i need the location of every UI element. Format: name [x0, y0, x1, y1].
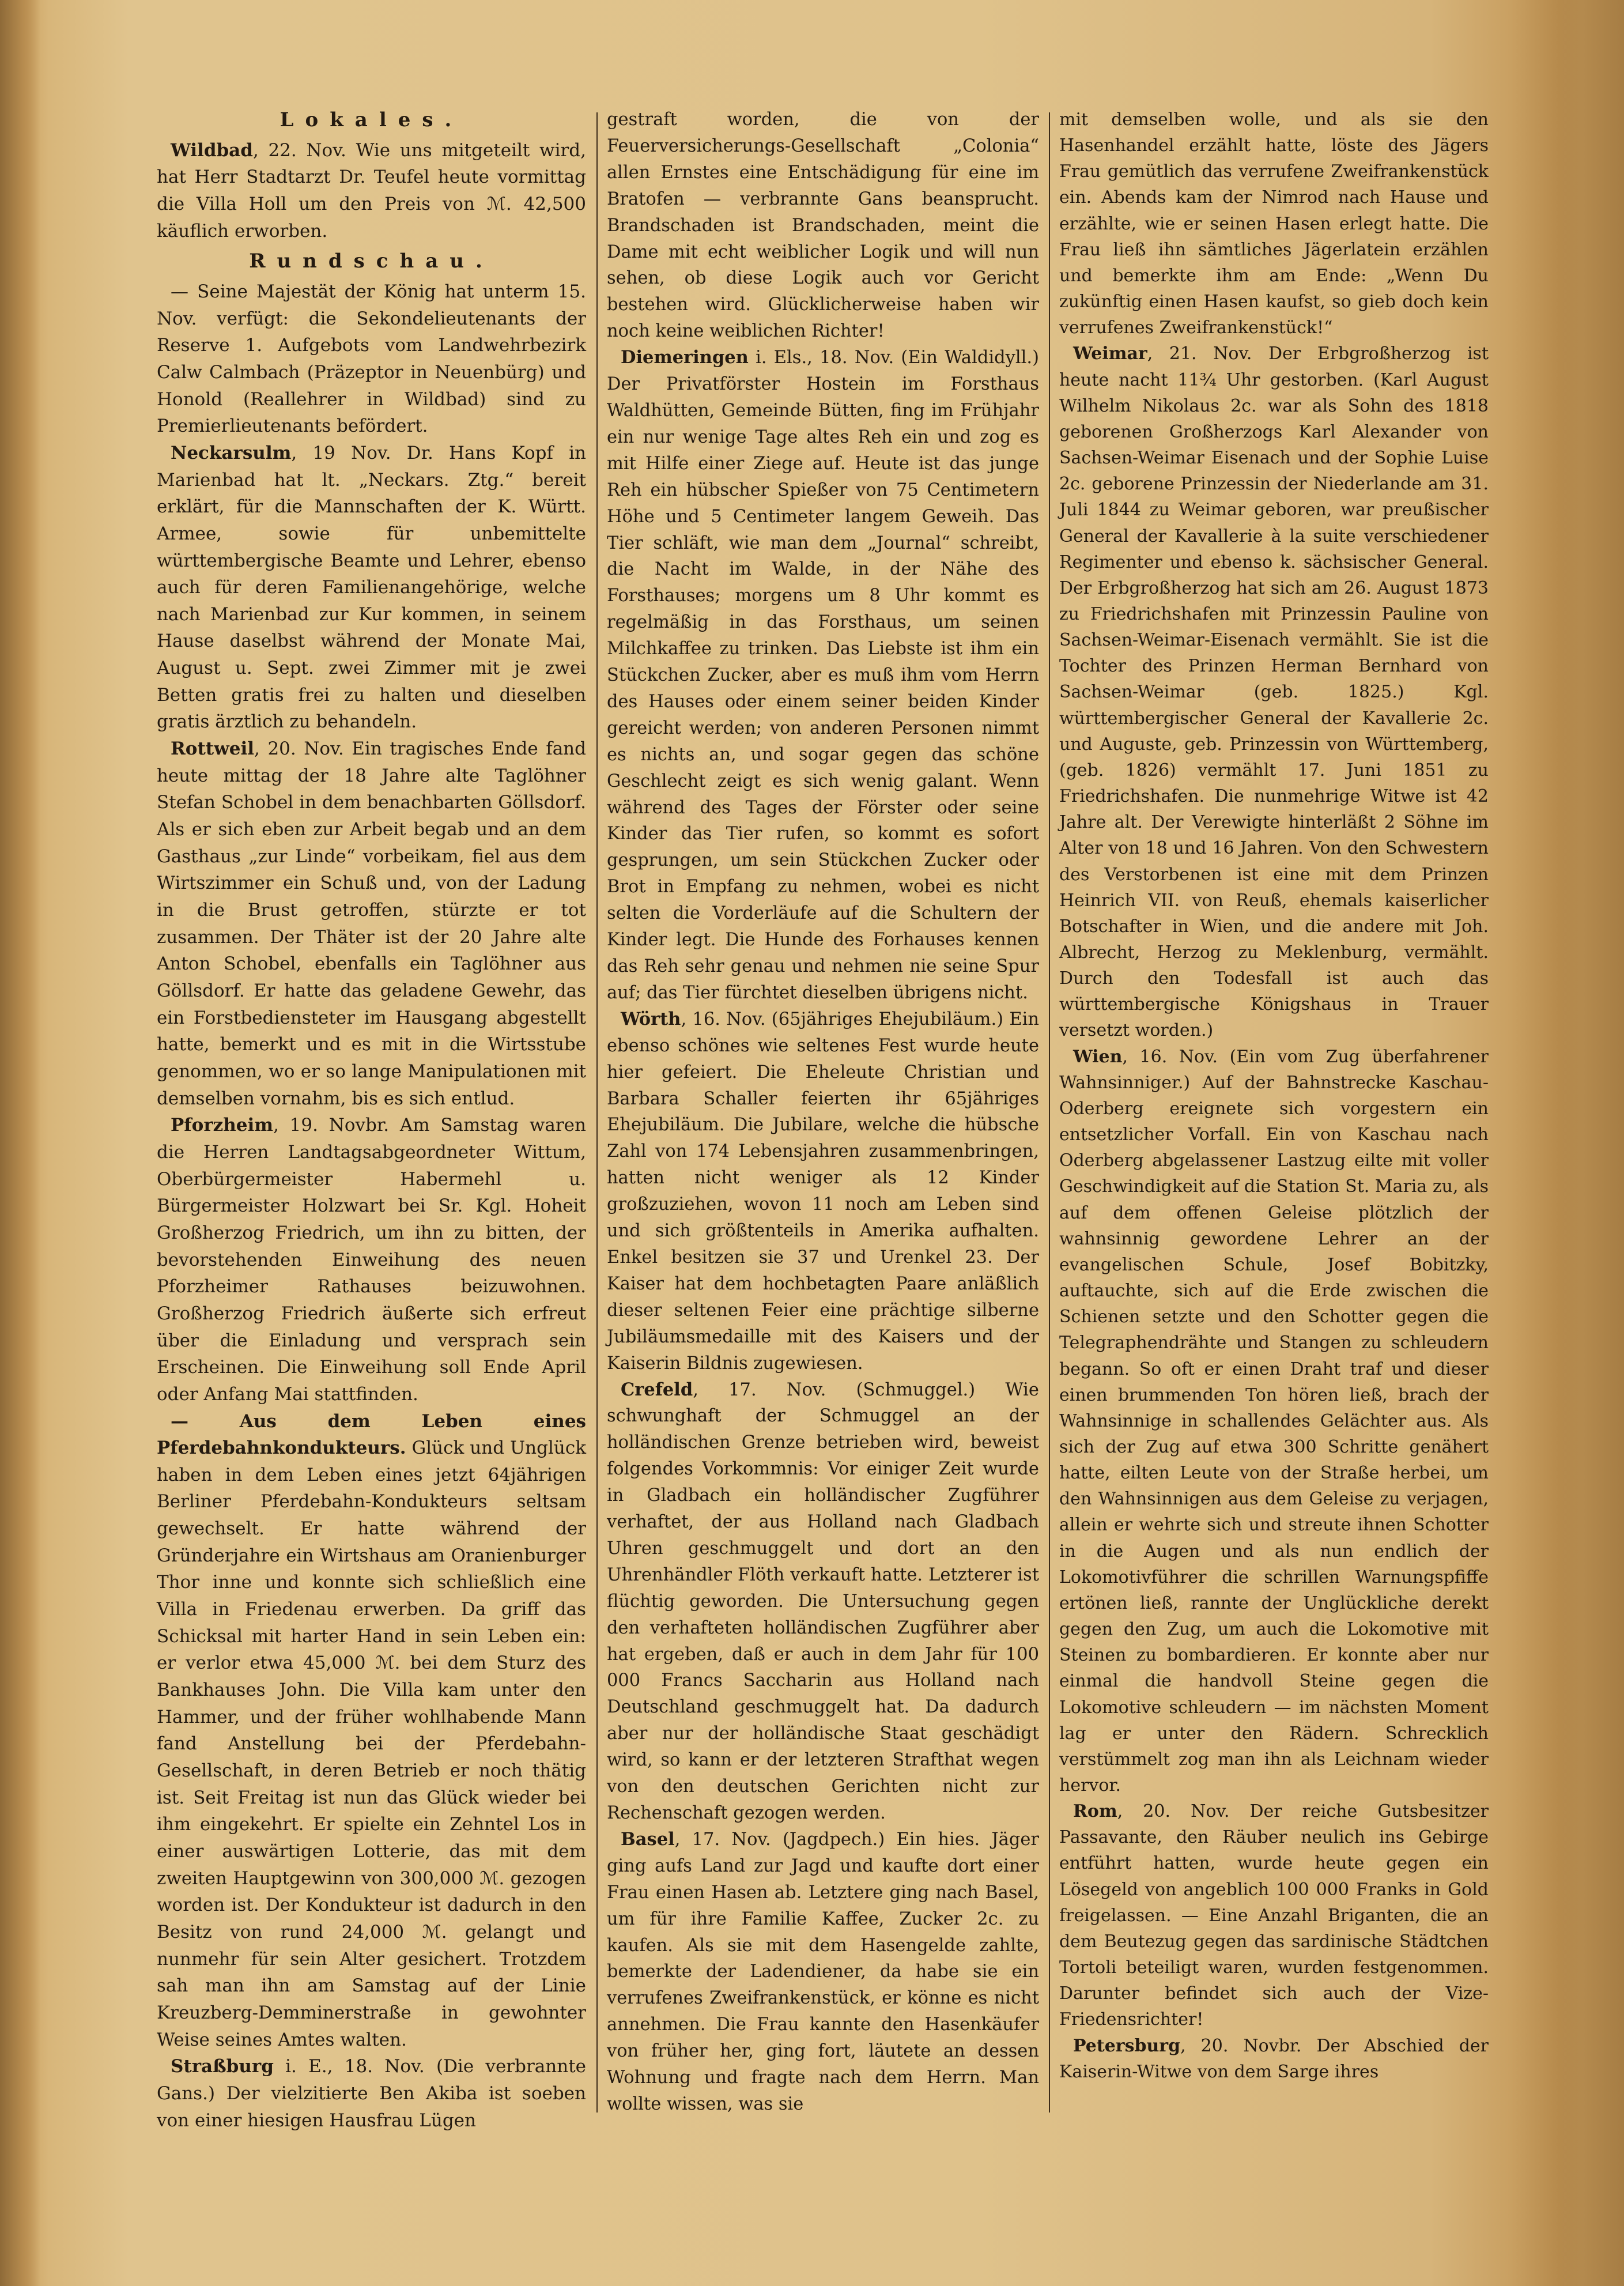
article-dateline: Straßburg: [171, 2056, 274, 2077]
article-body: , 16. Nov. (Ein vom Zug überfahrener Wahnsinniger.) Auf der Bahnstrecke Kaschau-Oderberg ereignete sich vorgestern ein entsetzlicher Vorfall. Ein von Kaschau nach Oderberg abgelassener Lastzug eilte mit voller Geschwindigkeit auf die Station St. Maria zu, als auf dem offenen Geleise plötzlich der wahnsinnig gewordene Lehrer an der evangelischen Schule, Josef Bobitzky, auftauchte, sich auf die Erde zwischen die Schienen setzte und den Schotter gegen die Telegraphendrähte und Stangen zu schleudern begann. So oft er einen Draht traf und dieser einen brummenden Ton hören ließ, brach der Wahnsinnige in schallendes Gelächter aus. Als sich der Zug auf etwa 300 Schritte genähert hatte, eilten Leute von der Straße herbei, um den Wahnsinnigen aus dem Geleise zu verjagen, allein er wehrte sich und streute ihnen Schotter in die Augen und als nun endlich der Lokomotivführer die schrillen Warnungspfiffe ertönen ließ, rannte der Unglückliche derekt gegen den Zug, um auch die Lokomotive mit Steinen zu bombardieren. Er konnte aber nur einmal die handvoll Steine gegen die Lokomotive schleudern — im nächsten Moment lag er unter den Rädern. Schrecklich verstümmelt zog man ihn als Leichnam wieder hervor.: [1059, 1046, 1489, 1795]
article-dateline: Wildbad: [171, 139, 253, 161]
column-2: [607, 107, 1039, 2118]
article-wildbad: [157, 137, 586, 245]
article-body: , 17. Nov. (Jagdpech.) Ein hies. Jäger ging aufs Land zur Jagd und kaufte dort einer Frau einen Hasen ab. Letztere ging nach Basel, um für ihre Familie Kaffee, Zucker 2c. zu kaufen. Als sie mit dem Hasengelde zahlte, bemerkte der Ladendiener, da habe sie ein verrufenes Zweifrankenstück, er könne es nicht annehmen. Die Frau kannte den Hasenkäufer von früher her, ging fort, läutete an dessen Wohnung und fragte nach dem Herrn. Man wollte wissen, was sie: [607, 1829, 1039, 2114]
column-1: [157, 107, 586, 2134]
article-rottweil: [157, 735, 586, 1112]
article-basel-continued: [1059, 107, 1489, 341]
article-woerth: [607, 1006, 1039, 1377]
article-body: , 16. Nov. (65jähriges Ehejubiläum.) Ein ebenso schönes wie seltenes Fest wurde heute hier gefeiert. Die Eheleute Christian und Barbara Schaller feierten ihr 65jähriges Ehejubiläum. Die Jubilare, welche die hübsche Zahl von 174 Lebensjahren zusammenbringen, hatten nicht weniger als 12 Kinder großzuziehen, wovon 11 noch am Leben sind und sich größtenteils in Amerika aufhalten. Enkel besitzen sie 37 und Urenkel 23. Der Kaiser hat dem hochbetagten Paare anläßlich dieser seltenen Feier eine prächtige silberne Jubiläumsmedaille mit des Kaisers und der Kaiserin Bildnis zugewiesen.: [607, 1009, 1039, 1374]
article-body: , 19 Nov. Dr. Hans Kopf in Marienbad hat lt. „Neckars. Ztg.“ bereit erklärt, für die Mannschaften der K. Württ. Armee, sowie für unbemittelte württembergische Beamte und Lehrer, ebenso auch für deren Familienangehörige, welche nach Marienbad zur Kur kommen, in seinem Hause daselbst während der Monate Mai, August u. Sept. zwei Zimmer mit je zwei Betten gratis frei zu halten und dieselben gratis ärztlich zu behandeln.: [157, 442, 586, 733]
article-body: i. Els., 18. Nov. (Ein Waldidyll.) Der Privatförster Hostein im Forsthaus Waldhütten, Gemeinde Bütten, fing im Frühjahr ein nur wenige Tage altes Reh ein und zog es mit Hilfe einer Ziege auf. Heute ist das junge Reh ein hübscher Spießer von 75 Centimetern Höhe und 5 Centimeter langem Geweih. Das Tier schläft, wie man dem „Journal“ schreibt, die Nacht im Walde, in der Nähe des Forsthauses; morgens um 8 Uhr kommt es regelmäßig in das Forsthaus, um seinen Milchkaffee zu trinken. Das Liebste ist ihm ein Stückchen Zucker, aber es muß ihm vom Herrn des Hauses oder einem seiner beiden Kinder gereicht werden; von anderen Personen nimmt es nichts an, und sogar gegen das schöne Geschlecht zeigt es sich wenig galant. Wenn während des Tages der Förster oder seine Kinder das Tier rufen, so kommt es sofort gesprungen, um sein Stückchen Zucker oder Brot in Empfang zu nehmen, wobei es nicht selten die Vorderläufe auf die Schultern der Kinder legt. Die Hunde des Forhauses kennen das Reh sehr genau und nehmen nie seine Spur auf; das Tier fürchtet dieselben übrigens nicht.: [607, 348, 1039, 1003]
article-body: , 20. Nov. Ein tragisches Ende fand heute mittag der 18 Jahre alte Taglöhner Stefan Schobel in dem benachbarten Göllsdorf. Als er sich eben zur Arbeit begab und an dem Gasthaus „zur Linde“ vorbeikam, fiel aus dem Wirtszimmer ein Schuß und, von der Ladung in die Brust getroffen, stürzte er tot zusammen. Der Thäter ist der 20 Jahre alte Anton Schobel, ebenfalls ein Taglöhner aus Göllsdorf. Er hatte das geladene Gewehr, das ein Forstbediensteter im Hausgang abgestellt hatte, bemerkt und es mit in die Wirtsstube genommen, wo er so lange Manipulationen mit demselben vornahm, bis es sich entlud.: [157, 738, 586, 1109]
article-dateline: — Aus dem Leben eines Pferdebahnkondukteurs.: [157, 1410, 586, 1459]
article-strassburg: [157, 2053, 586, 2134]
article-pferdebahn: [157, 1408, 586, 2054]
article-dateline: Wien: [1073, 1046, 1123, 1067]
article-neckarsulm: [157, 440, 586, 735]
article-dateline: Neckarsulm: [171, 442, 292, 463]
article-basel: [607, 1827, 1039, 2118]
article-body: , 19. Novbr. Am Samstag waren die Herren Landtagsabgeordneter Wittum, Oberbürgermeister Habermehl u. Bürgermeister Holzwart bei Sr. Kgl. Hoheit Großherzog Friedrich, um ihn zu bitten, der bevorstehenden Einweihung des neuen Pforzheimer Rathauses beizuwohnen. Großherzog Friedrich äußerte sich erfreut über die Einladung und versprach sein Erscheinen. Die Einweihung soll Ende April oder Anfang Mai stattfinden.: [157, 1115, 586, 1405]
column-3: [1059, 107, 1489, 2085]
article-strassburg-continued: [607, 107, 1039, 345]
article-dateline: Diemeringen: [621, 347, 749, 368]
section-heading-rundschau: Rundschau.: [249, 250, 494, 273]
article-dateline: Pforzheim: [171, 1115, 274, 1136]
article-body: , 17. Nov. (Schmuggel.) Wie schwunghaft der Schmuggel an der holländischen Grenze betrieben wird, beweist folgendes Vorkommnis: Vor einiger Zeit wurde in Gladbach ein holländischer Zugführer verhaftet, der aus Holland nach Gladbach Uhren geschmuggelt und dort an den Uhrenhändler Flöth verkauft hatte. Letzterer ist flüchtig geworden. Die Untersuchung gegen den verhafteten holländischen Zugführer aber hat ergeben, daß er auch in dem Jahr für 100 000 Francs Saccharin aus Holland nach Deutschland geschmuggelt hat. Da dadurch aber nur der holländische Staat geschädigt wird, so kann er der letzteren Strafthat wegen von den deutschen Gerichten nicht zur Rechenschaft gezogen werden.: [607, 1379, 1039, 1823]
article-body: , 21. Nov. Der Erbgroßherzog ist heute nacht 11¾ Uhr gestorben. (Karl August Wilhelm Nikolaus 2c. war als Sohn des 1818 geborenen Großherzogs Karl Alexander von Sachsen-Weimar Eisenach und der Sophie Luise 2c. geborene Prinzessin der Niederlande am 31. Juli 1844 zu Weimar geboren, war preußischer General der Kavallerie à la suite verschiedener Regimenter und ebenso k. sächsischer General. Der Erbgroßherzog hat sich am 26. August 1873 zu Friedrichshafen mit Prinzessin Pauline von Sachsen-Weimar-Eisenach vermählt. Sie ist die Tochter des Prinzen Herman Bernhard von Sachsen-Weimar (geb. 1825.) Kgl. württembergischer General der Kavallerie 2c. und Auguste, geb. Prinzessin von Württemberg, (geb. 1826) vermählt 17. Juni 1851 zu Friedrichshafen. Die nunmehrige Witwe ist 42 Jahre alt. Der Verewigte hinterläßt 2 Söhne im Alter von 18 und 16 Jahren. Von den Schwestern des Verstorbenen ist eine mit dem Prinzen Heinrich VII. von Reuß, ehemals kaiserlicher Botschafter in Wien, und die andere mit Joh. Albrecht, Herzog zu Meklenburg, vermählt. Durch den Todesfall ist auch das württembergische Königshaus in Trauer versetzt worden.): [1059, 344, 1489, 1041]
article-dateline: Basel: [621, 1828, 675, 1850]
article-weimar: [1059, 341, 1489, 1043]
article-dateline: Rottweil: [171, 738, 255, 760]
article-dateline: Petersburg: [1073, 2035, 1181, 2056]
section-heading-lokales: Lokales.: [280, 108, 463, 131]
article-body: — Seine Majestät der König hat unterm 15. Nov. verfügt: die Sekondelieutenants der Reserve 1. Aufgebots vom Landwehrbezirk Calw Calmbach (Präzeptor in Neuenbürg) und Honold (Reallehrer in Wildbad) sind zu Premierlieutenants befördert.: [157, 281, 586, 437]
article-dateline: Crefeld: [621, 1379, 693, 1400]
page-edge-shadow: [1555, 0, 1624, 2286]
article-body: mit demselben wolle, und als sie den Hasenhandel erzählt hatte, löste des Jägers Frau gemütlich das verrufene Zweifrankenstück ein. Abends kam der Nimrod nach Hause und erzählte, wie er seinen Hasen erlegt hatte. Die Frau ließ ihn sämtliches Jägerlatein erzählen und bemerkte ihm am Ende: „Wenn Du zukünftig einen Hasen kaufst, so gieb doch kein verrufenes Zweifrankenstück!“: [1059, 110, 1489, 338]
article-dateline: Weimar: [1073, 344, 1147, 364]
article-petersburg: [1059, 2033, 1489, 2085]
article-rom: [1059, 1798, 1489, 2032]
article-body: gestraft worden, die von der Feuerversicherungs-Gesellschaft „Colonia“ allen Ernstes eine Entschädigung für eine im Bratofen — verbrannte Gans beansprucht. Brandschaden ist Brandschaden, meint die Dame mit echt weiblicher Logik und will nun sehen, ob diese Logik auch vor Gericht bestehen wird. Glücklicherweise haben wir noch keine weiblichen Richter!: [607, 110, 1039, 342]
article-body: , 20. Nov. Der reiche Gutsbesitzer Passavante, den Räuber neulich ins Gebirge entführt hatten, wurde heute gegen ein Lösegeld von angeblich 100 000 Franks in Gold freigelassen. — Eine Anzahl Briganten, die an dem Beutezug gegen das sardinische Städtchen Tortoli beteiligt waren, wurden festgenommen. Darunter befindet sich auch der Vize-Friedensrichter!: [1059, 1801, 1489, 2030]
article-diemeringen: [607, 345, 1039, 1006]
article-body: i. E., 18. Nov. (Die verbrannte Gans.) Der vielzitierte Ben Akiba ist soeben von einer hiesigen Hausfrau Lügen: [157, 2056, 586, 2131]
article-dateline: Rom: [1073, 1801, 1117, 1822]
article-pforzheim: [157, 1112, 586, 1408]
page-binding-shadow: [0, 0, 40, 2286]
article-body: , 20. Novbr. Der Abschied der Kaiserin-Witwe von dem Sarge ihres: [1059, 2035, 1489, 2082]
article-koenig: [157, 278, 586, 440]
article-body: , 22. Nov. Wie uns mitgeteilt wird, hat Herr Stadtarzt Dr. Teufel heute vormittag die Villa Holl um den Preis von ℳ. 42,500 käuflich erworben.: [157, 139, 586, 242]
column-rule-left: [596, 112, 598, 2113]
column-rule-right: [1049, 112, 1050, 2113]
article-body: Glück und Unglück haben in dem Leben eines jetzt 64jährigen Berliner Pferdebahn-Kondukteurs seltsam gewechselt. Er hatte während der Gründerjahre ein Wirtshaus am Oranienburger Thor inne und konnte sich schließlich eine Villa in Friedenau erwerben. Da griff das Schicksal mit harter Hand in sein Leben ein: er verlor etwa 45,000 ℳ. bei dem Sturz des Bankhauses John. Die Villa kam unter den Hammer, und der früher wohlhabende Mann fand Anstellung bei der Pferdebahn-Gesellschaft, in deren Betrieb er noch thätig ist. Seit Freitag ist nun das Glück wieder bei ihm eingekehrt. Er spielte ein Zehntel Los in einer auswärtigen Lotterie, das mit dem zweiten Hauptgewinn von 300,000 ℳ. gezogen worden ist. Der Kondukteur ist dadurch in den Besitz von rund 24,000 ℳ. gelangt und nunmehr für sein Alter gesichert. Trotzdem sah man ihn am Samstag auf der Linie Kreuzberg-Demminerstraße in gewohnter Weise seines Amtes walten.: [157, 1438, 586, 2050]
article-crefeld: [607, 1377, 1039, 1827]
article-dateline: Wörth: [621, 1008, 681, 1029]
article-wien: [1059, 1044, 1489, 1799]
